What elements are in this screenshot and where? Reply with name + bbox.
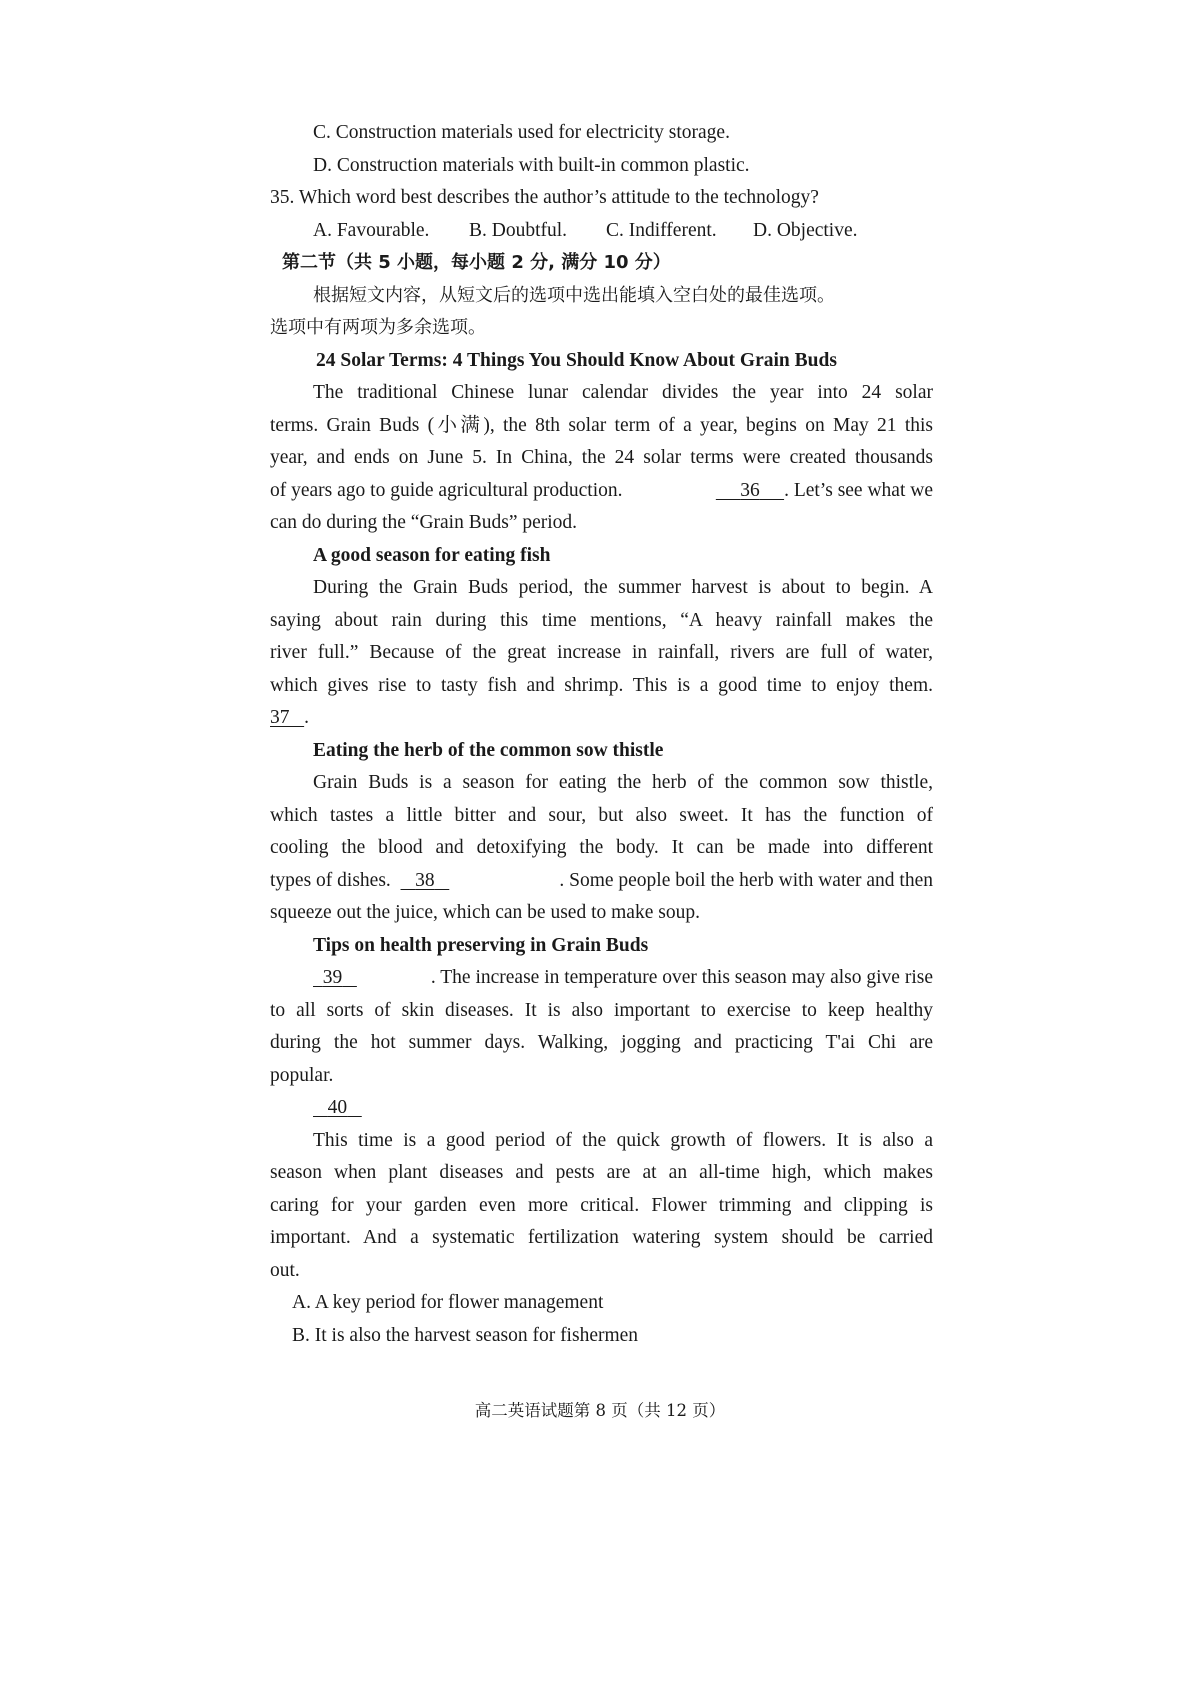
p2-line-2: saying about rain during this time mentions, “A heavy rainfall makes the — [270, 609, 933, 631]
p5-line-4: important. And a systematic fertilization watering system should be carried — [270, 1227, 933, 1248]
p-blank-40 — [270, 1092, 933, 1125]
p2-line-4: which gives rise to tasty fish and shrimp. This is a good time to enjoy them. — [270, 674, 933, 696]
p3-line-2: which tastes a little bitter and sour, but also sweet. It has the function of — [270, 804, 933, 826]
blank-40-number: 40 — [327, 1097, 348, 1118]
option-34c: C. Construction materials used for electricity storage. — [313, 122, 730, 143]
p4-line-1-tail: . The increase in temperature over this season may also give rise — [430, 967, 933, 988]
p3-line-5: squeeze out the juice, which can be used to make soup. — [270, 902, 700, 923]
p5-line-3: caring for your garden even more critical. Flower trimming and clipping is — [270, 1194, 933, 1216]
p2-line-1: During the Grain Buds period, the summer harvest is about to begin. A — [313, 577, 933, 598]
question-35-options — [270, 215, 933, 248]
option-35a: A. Favourable. — [313, 219, 430, 241]
page-content — [270, 117, 933, 1352]
p5-line-1: This time is a good period of the quick growth of flowers. It is also a — [313, 1129, 933, 1151]
section2-instruction-2: 选项中有两项为多余选项。 — [270, 317, 486, 338]
p1-line-3: year, and ends on June 5. In China, the 24 solar terms were created thousands — [270, 447, 933, 468]
p5-line-2: season when plant diseases and pests are at an all-time high, which makes — [270, 1162, 933, 1183]
p5-line-5: out. — [270, 1259, 300, 1281]
heading-fish: A good season for eating fish — [313, 544, 551, 566]
blank-39 — [313, 962, 357, 995]
blank-36-number: 36 — [740, 479, 760, 501]
p3-line-3: cooling the blood and detoxifying the body. It can be made into different — [270, 837, 933, 858]
blank-38 — [401, 870, 450, 891]
p4-line-1 — [270, 962, 933, 995]
option-35c: C. Indifferent. — [606, 219, 717, 241]
p1-line-4-text: of years ago to guide agricultural production. — [270, 479, 623, 501]
heading-tips: Tips on health preserving in Grain Buds — [313, 934, 649, 956]
p4-line-4: popular. — [270, 1064, 334, 1086]
blank-37 — [270, 707, 304, 728]
p1-line-1: The traditional Chinese lunar calendar divides the year into 24 solar — [313, 382, 933, 403]
p3-line-4-text: types of dishes. — [270, 869, 391, 891]
passage-title: 24 Solar Terms: 4 Things You Should Know About Grain Buds — [316, 349, 837, 371]
p1-line-5: can do during the “Grain Buds” period. — [270, 512, 578, 533]
p3-line-4-tail: . Some people boil the herb with water and then — [559, 869, 933, 891]
answer-option-b: B. It is also the harvest season for fishermen — [292, 1324, 639, 1346]
p2-line-5: 37 . — [270, 707, 309, 728]
section2-heading: 第二节（共 5 小题，每小题 2 分, 满分 10 分） — [282, 252, 671, 273]
page-footer: 高二英语试题第 8 页（共 12 页） — [474, 1401, 726, 1420]
blank-36 — [716, 480, 784, 501]
section2-instruction-1: 根据短文内容，从短文后的选项中选出能填入空白处的最佳选项。 — [313, 284, 835, 306]
p2-line-3: river full.” Because of the great increase in rainfall, rivers are full of water, — [270, 642, 933, 663]
heading-thistle: Eating the herb of the common sow thistle — [313, 739, 664, 761]
option-35d: D. Objective. — [753, 219, 858, 241]
question-35: 35. Which word best describes the author’s attitude to the technology? — [270, 187, 819, 208]
p3-line-1: Grain Buds is a season for eating the herb of the common sow thistle, — [313, 772, 933, 793]
answer-option-a: A. A key period for flower management — [292, 1292, 604, 1313]
p1-line-2: terms. Grain Buds (小满), the 8th solar term of a year, begins on May 21 this — [270, 414, 933, 436]
blank-40 — [313, 1097, 362, 1118]
blank-38-number: 38 — [415, 869, 435, 891]
p1-line-4-tail: . Let’s see what we — [784, 479, 933, 501]
p4-line-2: to all sorts of skin diseases. It is also important to exercise to keep healthy — [270, 999, 933, 1021]
option-35b: B. Doubtful. — [469, 219, 568, 241]
p1-line-4 — [270, 475, 933, 508]
blank-39-number: 39 — [322, 967, 343, 988]
blank-37-number: 37 — [270, 707, 290, 728]
p3-line-4 — [270, 865, 933, 898]
option-34d: D. Construction materials with built-in common plastic. — [313, 154, 750, 176]
p4-line-3: during the hot summer days. Walking, jogging and practicing T'ai Chi are — [270, 1032, 933, 1053]
